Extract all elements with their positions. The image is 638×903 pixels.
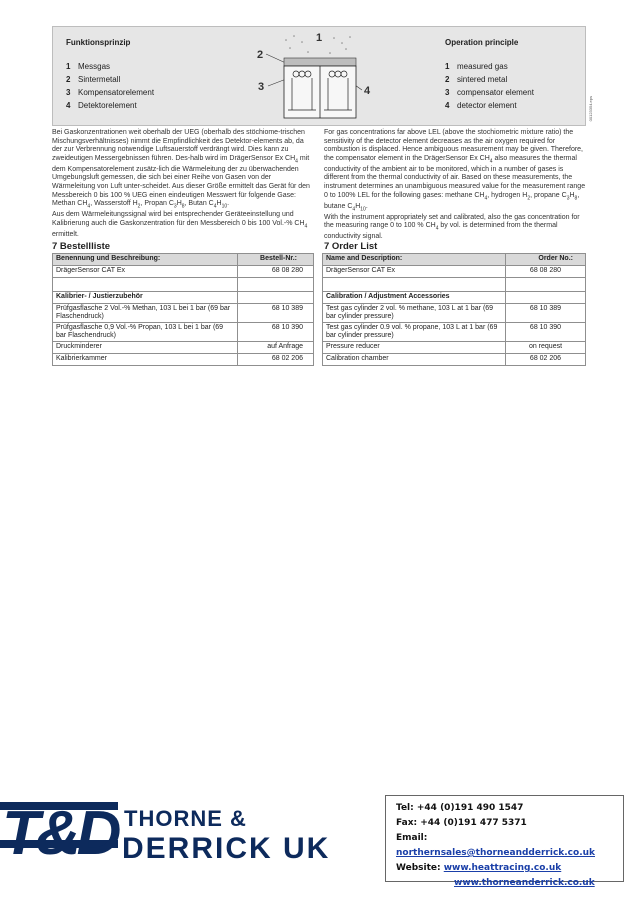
legend-item: 3 Kompensatorelement bbox=[66, 88, 155, 97]
en-figure-title: Operation principle bbox=[445, 38, 519, 47]
table-row: Prüfgasflasche 2 Vol.-% Methan, 103 L bei 1 bar (69 bar Flaschendruck) 68 10 389 bbox=[53, 304, 314, 323]
contact-email: Email: northernsales@thorneandderrick.co.uk bbox=[396, 833, 596, 858]
callout-3: 3 bbox=[258, 81, 265, 93]
legend-item: 1 Messgas bbox=[66, 62, 111, 71]
table-row: DrägerSensor CAT Ex 68 08 280 bbox=[323, 266, 586, 278]
table-row: Test gas cylinder 2 vol. % methane, 103 L at 1 bar (69 bar cylinder pressure) 68 10 389 bbox=[323, 304, 586, 323]
website-link-2[interactable]: www.thorneanderrick.co.uk bbox=[454, 878, 595, 888]
figure-code: 00123354.eps bbox=[588, 96, 593, 122]
legend-item: 3 compensator element bbox=[445, 88, 534, 97]
de-order-heading: 7 Bestellliste bbox=[52, 241, 111, 252]
legend-item: 4 Detektorelement bbox=[66, 101, 137, 110]
callout-4: 4 bbox=[364, 85, 371, 97]
en-order-table bbox=[322, 253, 586, 366]
svg-text:T&D: T&D bbox=[2, 799, 118, 866]
contact-website: Website: www.heattracing.co.uk bbox=[396, 863, 562, 873]
table-row bbox=[53, 278, 314, 292]
en-paragraph-2: With the instrument appropriately set and calibrated, also the gas concentration for the measuring range 0 to 100 % $CH_4$ by vol. is determined from the thermal conductivity signal. bbox=[324, 213, 580, 241]
sintered-metal bbox=[284, 58, 356, 66]
table-row bbox=[323, 278, 586, 292]
table-header-row: Name and Description: Order No.: bbox=[323, 254, 586, 266]
contact-website-2 bbox=[396, 876, 623, 891]
website-link-1[interactable]: www.heattracing.co.uk bbox=[443, 863, 562, 873]
de-figure-legend bbox=[66, 60, 154, 112]
en-figure-legend bbox=[445, 60, 534, 112]
table-row: Test gas cylinder 0.9 vol. % propane, 103 L at 1 bar (69 bar cylinder pressure) 68 10 390 bbox=[323, 323, 586, 342]
legend-item: 2 sintered metal bbox=[445, 75, 508, 84]
table-row: Prüfgasflasche 0,9 Vol.-% Propan, 103 L bei 1 bar (69 bar Flaschendruck) 68 10 390 bbox=[53, 323, 314, 342]
contact-box bbox=[385, 795, 624, 888]
logo-line-2: DERRICK UK bbox=[122, 832, 331, 865]
table-row: Kalibrierkammer 68 02 206 bbox=[53, 354, 314, 366]
company-logo bbox=[0, 796, 380, 866]
en-order-heading: 7 Order List bbox=[324, 241, 378, 252]
email-link[interactable]: northernsales@thorneandderrick.co.uk bbox=[396, 848, 596, 858]
de-paragraph-1: Bei Gaskonzentrationen weit oberhalb der UEG (oberhalb des stöchiome-trischen Mischungsverhältnisses) nimmt die Empfindlichkeit des Detektor-elements ab, da der zur Verbrennung notwendige Luftsauerstoff verdrängt wird. Dies kann zu zweideutigen Messergebnissen führen. Des-halb wird im DrägerSensor Ex $CH_4$ mit dem Kompensatorelement zusätz-lich die Wärmeleitung der zu überwachenden Umgebungsluft gemessen, die sich bei einer Reihe von Gasen von der Wärmeleitung von Luft unter-scheidet. Aus dieser Größe ermittelt das Gerät für den Messbereich 0 bis 100 % UEG einen eindeutigen Messwert für folgende Gase: Methan $CH_4$, Wasserstoff $H_2$, Propan $C_3H_8$, Butan $C_4H_{10}$. bbox=[52, 129, 310, 210]
sensor-diagram bbox=[250, 28, 390, 124]
de-order-table bbox=[52, 253, 314, 366]
callout-2: 2 bbox=[257, 49, 264, 61]
table-header-row: Benennung und Beschreibung: Bestell-Nr.: bbox=[53, 254, 314, 266]
legend-item: 4 detector element bbox=[445, 101, 517, 110]
table-row: DrägerSensor CAT Ex 68 08 280 bbox=[53, 266, 314, 278]
table-row: Kalibrier- / Justierzubehör bbox=[53, 292, 314, 304]
legend-item: 1 measured gas bbox=[445, 62, 508, 71]
legend-item: 2 Sintermetall bbox=[66, 75, 121, 84]
contact-fax: Fax: +44 (0)191 477 5371 bbox=[396, 818, 527, 828]
logo-line-1: THORNE & bbox=[124, 806, 247, 831]
en-paragraph-1: For gas concentrations far above LEL (above the stochiometric mixture ratio) the sensitivity of the detector element decreases as the air oxygen required for combustion is displaced. Hence ambiguous measurement may be given. Therefore, the compensator element in the DrägerSensor Ex $CH_4$ also measures the thermal conductivity of the ambient air to be monitored, which in a number of gases is different from the thermal conductivity of air. Based on these measurements, the instrument determines an unambiguous measured value for the measurement range 0 to 100% LEL for the following gases: methane $CH_4$, hydrogen $H_2$, propane $C_3H_8$, butane $C_4H_{10}$. bbox=[324, 129, 586, 212]
en-body-text bbox=[324, 129, 586, 242]
de-figure-title: Funktionsprinzip bbox=[66, 38, 131, 47]
callout-1: 1 bbox=[316, 32, 323, 44]
table-row: Calibration / Adjustment Accessories bbox=[323, 292, 586, 304]
table-row: Pressure reducer on request bbox=[323, 342, 586, 354]
table-row: Druckminderer auf Anfrage bbox=[53, 342, 314, 354]
de-body-text bbox=[52, 129, 314, 239]
contact-tel: Tel: +44 (0)191 490 1547 bbox=[396, 803, 524, 813]
table-row: Calibration chamber 68 02 206 bbox=[323, 354, 586, 366]
de-paragraph-2: Aus dem Wärmeleitungssignal wird bei entsprechender Geräteeinstellung und Kalibrierung auch die Gaskonzentration für den Messbereich 0 bis 100 Vol.-% $CH_4$ ermittelt. bbox=[52, 211, 308, 238]
